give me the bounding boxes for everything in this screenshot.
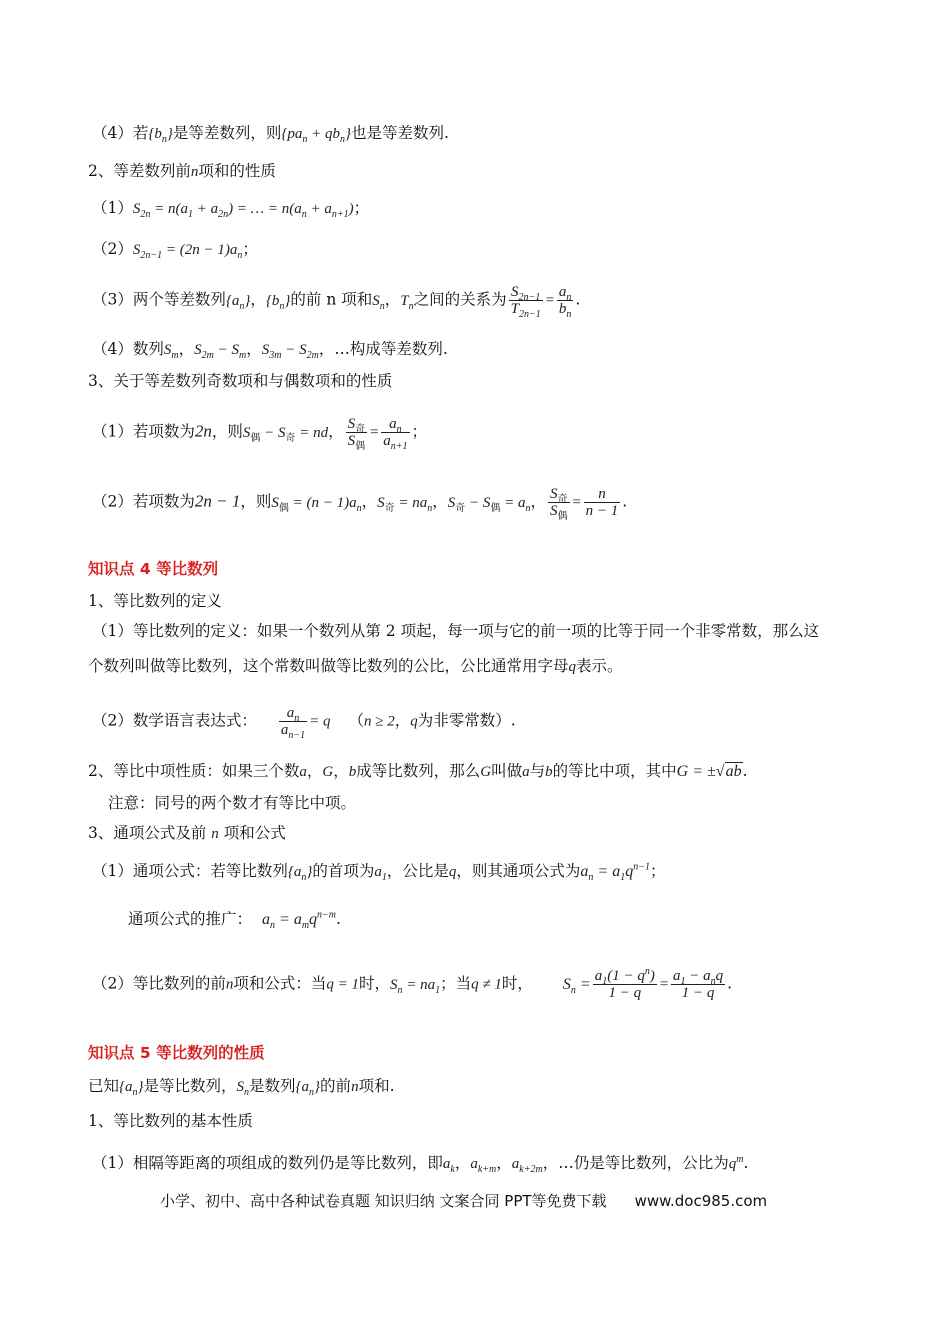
knowledge-point-4-heading: 知识点 4 等比数列 <box>88 560 219 578</box>
page-footer <box>160 1190 767 1211</box>
geo-definition-1a: （1）等比数列的定义：如果一个数列从第 2 项起，每一项与它的前一项的比等于同一个非零常数，那么这 <box>92 622 820 640</box>
sum-property-1: $(1)S_{2n} = n(a_1 + a_{2n})$ = … = $n(a_n + a_{n+1})$； <box>92 199 370 220</box>
footer-text: 小学、初中、高中各种试卷真题 知识归纳 文案合同 PPT等免费下载 <box>160 1192 607 1210</box>
footer-url[interactable]: www.doc985.com <box>634 1192 768 1210</box>
geo-definition-title: 1、等比数列的定义 <box>88 592 222 610</box>
geo-basic-properties-title: 1、等比数列的基本性质 <box>88 1112 253 1130</box>
geo-definition-1b: 个数列叫做等比数列，这个常数叫做等比数列的公比，公比通常用字母q表示。 <box>88 657 623 675</box>
section-title-sum-properties: 2、等差数列前n项和的性质 <box>88 162 276 180</box>
geo-sum-formula: （2）等比数列的前n项和公式：当q = 1时，$S_n = na_1$；当q ≠ 1时， $S_n$ = $\frac{a_1(1 - q^n)}{1 - q}$ = $\frac{a_1 - a_nq}{1 - q}$ . <box>92 966 733 1001</box>
geo-mean-property: 2、等比中项性质：如果三个数a，G，b成等比数列，那么G叫做a与b的等比中项，其中G = ±√ab. <box>88 762 748 780</box>
line-bn-property: （4）若$\{b_n\}$是等差数列，则$\{pa_n + qb_n\}$也是等差数列. <box>92 124 449 145</box>
knowledge-point-5-heading: 知识点 5 等比数列的性质 <box>88 1044 265 1062</box>
odd-even-property-1: （1）若项数为2n，则$S_偶 - S_奇$ = nd， $\frac{S_奇}{S_偶}$ = $\frac{a_n}{a_{n+1}}$ ； <box>92 416 428 452</box>
general-term-extension: 通项公式的推广： $a_n = a_mq^{n-m}$. <box>128 909 341 932</box>
general-term-title: 3、通项公式及前 n 项和公式 <box>88 824 286 842</box>
geo-basic-property-1: （1）相隔等距离的项组成的数列仍是等比数列，即$a_k$，$a_{k+m}$，$a_{k+2m}$，…仍是等比数列，公比为$q^m$. <box>92 1154 749 1175</box>
sum-property-2: $(2)S_{2n-1} = (2n - 1)a_n$； <box>92 240 258 261</box>
sum-property-4: （4）数列$S_m$，$S_{2m} - S_m$，$S_{3m} - S_{2m}$，…构成等差数列. <box>92 340 448 361</box>
odd-even-property-2: （2）若项数为2n − 1，则$S_偶 = (n - 1)a_n$，$S_奇 = na_n$，$S_奇 - S_偶 = a_n$， $\frac{S_奇}{S_偶}$ = $\frac{n}{n - 1}$ . <box>92 486 628 522</box>
general-term-formula: （1）通项公式：若等比数列$\{a_n\}$的首项为$a_1$，公比是q，则其通项公式为$a_n = a_1q^{n-1}$； <box>92 861 666 884</box>
sum-property-3: （3）两个等差数列$\{a_n\}$，$\{b_n\}$的前 n 项和$S_n$，$T_n$之间的关系为 $\frac{S_{2n-1}}{T_{2n-1}}$ = $\frac{a_n}{b_n}$ . <box>92 284 581 320</box>
geo-expression: （2）数学语言表达式： $\frac{a_n}{a_{n-1}}$ = q （n ≥ 2，q为非零常数）. <box>92 705 516 741</box>
geo-mean-note: 注意：同号的两个数才有等比中项。 <box>108 794 357 812</box>
section-title-odd-even: 3、关于等差数列奇数项和与偶数项和的性质 <box>88 372 393 390</box>
geo-properties-intro: 已知$\{a_n\}$是等比数列，$S_n$是数列$\{a_n\}$的前n项和. <box>88 1077 395 1098</box>
